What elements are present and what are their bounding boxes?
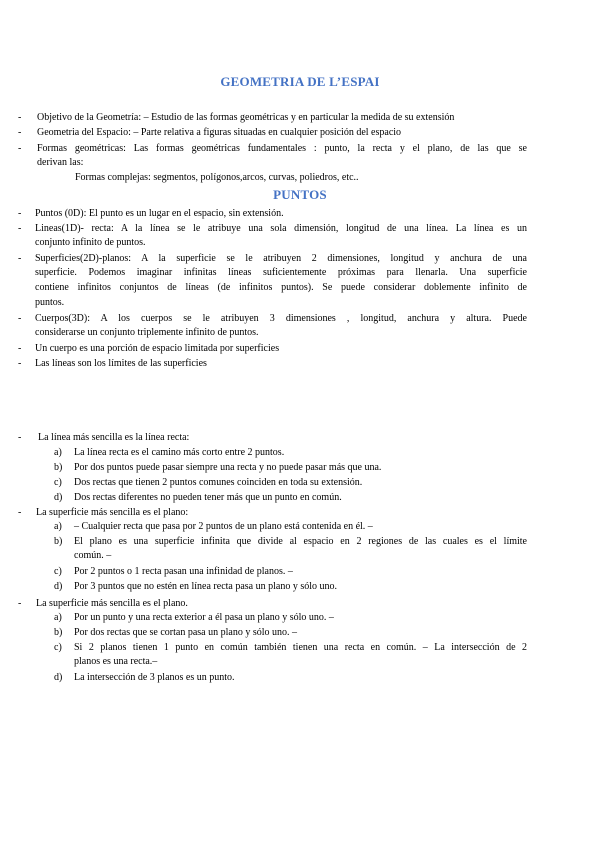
puntos-line: Un cuerpo es una porción de espacio limitada por superficies — [35, 343, 280, 354]
item-label: c) — [54, 477, 62, 488]
intro-line: Geometria del Espacio: – Parte relativa a figuras situadas en cualquier posición del espacio — [37, 127, 402, 138]
item-label: a) — [54, 612, 62, 623]
bullet-dash: - — [18, 223, 22, 234]
puntos-line: superficie. Podemos imaginar infinitas líneas suficientemente próximas para llenarla. Una superficie — [35, 267, 527, 278]
item-label: b) — [54, 536, 63, 547]
bullet-dash: - — [18, 143, 22, 154]
plano2-item: La intersección de 3 planos es un punto. — [74, 672, 235, 683]
item-label: b) — [54, 627, 63, 638]
plano2-heading: La superficie más sencilla es el plano. — [36, 598, 188, 609]
plano2-item: planos es una recta.– — [74, 656, 158, 667]
bullet-dash: - — [18, 343, 22, 354]
item-label: a) — [54, 521, 62, 532]
bullet-dash: - — [18, 507, 22, 518]
item-label: c) — [54, 642, 62, 653]
intro-line: Formas geométricas: Las formas geométricas fundamentales : punto, la recta y el plano, de las que se — [37, 143, 527, 154]
recta-item: Por dos puntos puede pasar siempre una recta y no puede pasar más que una. — [74, 462, 382, 473]
item-label: d) — [54, 581, 63, 592]
recta-item: Dos rectas que tienen 2 puntos comunes coinciden en toda su extensión. — [74, 477, 363, 488]
recta-heading: La línea más sencilla es la línea recta: — [38, 432, 190, 443]
puntos-line: Las líneas son los límites de las superficies — [35, 358, 207, 369]
item-label: d) — [54, 672, 63, 683]
plano-item: – Cualquier recta que pasa por 2 puntos de un plano está contenida en él. – — [74, 521, 373, 532]
intro-line: Formas complejas: segmentos, polígonos,arcos, curvas, poliedros, etc.. — [75, 172, 359, 183]
bullet-dash: - — [18, 313, 22, 324]
intro-line: derivan las: — [37, 157, 84, 168]
bullet-dash: - — [18, 253, 22, 264]
puntos-line: puntos. — [35, 297, 65, 308]
item-label: a) — [54, 447, 62, 458]
item-label: b) — [54, 462, 63, 473]
plano-heading: La superficie más sencilla es el plano: — [36, 507, 189, 518]
section-title: PUNTOS — [273, 187, 327, 202]
plano-item: Por 2 puntos o 1 recta pasan una infinidad de planos. – — [74, 566, 293, 577]
plano2-item: Por un punto y una recta exterior a él pasa un plano y sólo uno. – — [74, 612, 334, 623]
puntos-line: contiene infinitos conjuntos de líneas (de infinitos puntos). Se puede considerar doblemente infinito de — [35, 282, 527, 293]
recta-item: Dos rectas diferentes no pueden tener más que un punto en común. — [74, 492, 342, 503]
bullet-dash: - — [18, 358, 22, 369]
item-label: c) — [54, 566, 62, 577]
bullet-dash: - — [18, 127, 22, 138]
plano-item: El plano es una superficie infinita que divide al espacio en 2 regiones de las cuales es el límite — [74, 536, 527, 547]
bullet-dash: - — [18, 432, 22, 443]
plano2-item: Si 2 planos tienen 1 punto en común también tienen una recta en común. – La intersección de 2 — [74, 642, 527, 653]
plano-item: Por 3 puntos que no estén en línea recta pasa un plano y sólo uno. — [74, 581, 337, 592]
puntos-line: Puntos (0D): El punto es un lugar en el espacio, sin extensión. — [35, 208, 284, 219]
puntos-line: conjunto infinito de puntos. — [35, 237, 146, 248]
document-title: GEOMETRIA DE L’ESPAI — [220, 74, 380, 89]
puntos-line: Superficies(2D)-planos: A la superficie se le atribuyen 2 dimensiones, longitud y anchura de una — [35, 253, 527, 264]
recta-item: La línea recta es el camino más corto entre 2 puntos. — [74, 447, 285, 458]
item-label: d) — [54, 492, 63, 503]
puntos-line: Lineas(1D)- recta: A la línea se le atribuye una sola dimensión, longitud de una línea. La línea es un — [35, 223, 527, 234]
puntos-line: Cuerpos(3D): A los cuerpos se le atribuyen 3 dimensiones , longitud, anchura y altura. Puede — [35, 313, 527, 324]
bullet-dash: - — [18, 598, 22, 609]
plano-item: común. – — [74, 550, 112, 561]
plano2-item: Por dos rectas que se cortan pasa un plano y sólo uno. – — [74, 627, 298, 638]
bullet-dash: - — [18, 112, 22, 123]
puntos-line: considerarse un conjunto triplemente infinito de puntos. — [35, 327, 259, 338]
bullet-dash: - — [18, 208, 22, 219]
intro-line: Objetivo de la Geometría: – Estudio de las formas geométricas y en particular la medida de su extensión — [37, 112, 455, 123]
